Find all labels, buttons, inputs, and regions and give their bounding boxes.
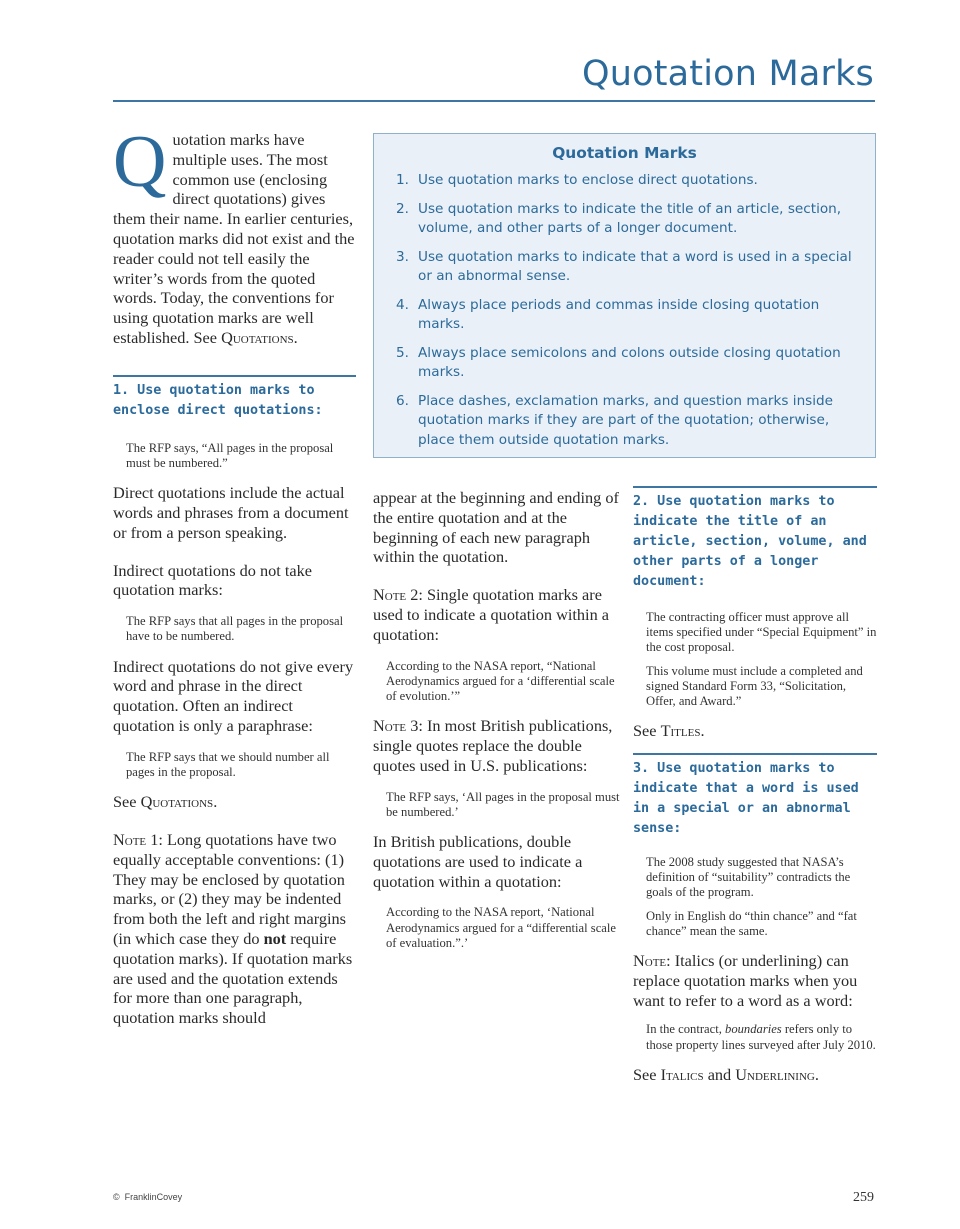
summary-item bbox=[374, 171, 875, 191]
see-ref-underlining: Underlining bbox=[735, 1064, 815, 1084]
see-label: See bbox=[633, 1064, 661, 1084]
see-ref-italics: Italics bbox=[660, 1064, 704, 1084]
note-2 bbox=[373, 585, 620, 644]
page-number: 259 bbox=[853, 1190, 874, 1205]
note-2-example: According to the NASA report, “National Aerodynamics argued for a ‘differential scale of evolution.’” bbox=[386, 658, 615, 703]
summary-item-text: Use quotation marks to enclose direct quotations. bbox=[418, 172, 758, 188]
example-3-italic: boundaries bbox=[725, 1022, 782, 1037]
see-and: and bbox=[703, 1064, 736, 1084]
section-2-heading: 2. Use quotation marks to indicate the title of an article, section, volume, and other parts of a longer document: bbox=[633, 494, 867, 589]
section-2-example-2: This volume must include a completed and signed Standard Form 33, “Solicitation, Offer, and Award.” bbox=[646, 663, 863, 709]
summary-item-text: Always place periods and commas inside closing quotation marks. bbox=[418, 296, 820, 332]
summary-item-text: Use quotation marks to indicate that a word is used in a special or an abnormal sense. bbox=[418, 248, 852, 284]
see-end: . bbox=[700, 721, 705, 741]
summary-box bbox=[373, 133, 876, 458]
see-end: . bbox=[213, 792, 218, 812]
summary-title: Quotation Marks bbox=[552, 144, 697, 162]
page-title: Quotation Marks bbox=[581, 54, 874, 94]
section-3-heading: 3. Use quotation marks to indicate that a word is used in a special or an abnormal sense: bbox=[633, 761, 859, 837]
summary-item-number: 5. bbox=[396, 344, 409, 361]
british-example: According to the NASA report, ‘National Aerodynamics argued for a “differential scale of evaluation.”.’ bbox=[386, 905, 616, 950]
intro-see-ref: Quotations bbox=[221, 327, 294, 347]
section-3-note-text: : Italics (or underlining) can replace quotation marks when you want to refer to a word as a word: bbox=[633, 951, 858, 1010]
section-1-see-also bbox=[113, 792, 356, 812]
section-1-example-3: The RFP says that we should number all pages in the proposal. bbox=[126, 749, 330, 779]
section-3-example-3 bbox=[646, 1022, 877, 1052]
see-ref-titles: Titles bbox=[660, 721, 701, 741]
section-3-example-1: The 2008 study suggested that NASA’s definition of “suitability” contradicts the goals of the program. bbox=[646, 855, 851, 900]
section-1-para-2: Indirect quotations do not take quotation marks: bbox=[113, 560, 312, 600]
section-3-see-also bbox=[633, 1065, 877, 1085]
section-2-example-1: The contracting officer must approve all items specified under “Special Equipment” in the cost proposal. bbox=[646, 610, 877, 655]
column-3 bbox=[633, 486, 877, 1103]
section-3-note-label: Note bbox=[633, 951, 667, 971]
section-1-para-1: Direct quotations include the actual words and phrases from a document or from a person speaking. bbox=[113, 483, 349, 542]
title-rule bbox=[113, 100, 875, 102]
section-1-example-2: The RFP says that all pages in the proposal have to be numbered. bbox=[126, 614, 344, 644]
section-1-example-1: The RFP says, “All pages in the proposal must be numbered.” bbox=[126, 440, 334, 470]
drop-cap: Q bbox=[113, 121, 167, 203]
note-1 bbox=[113, 830, 356, 1028]
column-2 bbox=[373, 488, 620, 963]
summary-item bbox=[374, 392, 875, 451]
summary-item-text: Use quotation marks to indicate the title of an article, section, volume, and other parts of a longer document. bbox=[418, 200, 842, 236]
summary-item-number: 2. bbox=[396, 200, 409, 217]
section-1-para-3: Indirect quotations do not give every word and phrase in the direct quotation. Often an indirect quotation is only a paraphrase: bbox=[113, 656, 354, 735]
section-3-rule bbox=[633, 753, 877, 755]
intro-text: uotation marks have multiple uses. The most common use (enclosing direct quotations) gives them their name. In earlier centuries, quotation marks did not exist and the reader could not tell easily the writer’s words from the quoted words. Today, the conventions for using quotation marks are well established. See bbox=[113, 130, 355, 347]
see-ref-quotations: Quotations bbox=[140, 792, 214, 812]
british-paragraph: In British publications, double quotations are used to indicate a quotation within a quotation: bbox=[373, 831, 583, 891]
summary-item-number: 4. bbox=[396, 296, 409, 313]
section-3-example-2: Only in English do “thin chance” and “fat chance” mean the same. bbox=[646, 908, 857, 938]
summary-item-number: 1. bbox=[396, 172, 409, 188]
example-3-text-a: In the contract, bbox=[646, 1022, 726, 1037]
note-3-label: Note bbox=[373, 716, 407, 736]
footer-copyright bbox=[113, 1192, 182, 1202]
note-2-label: Note bbox=[373, 585, 407, 605]
see-end: . bbox=[814, 1064, 819, 1084]
copyright-symbol: © bbox=[113, 1192, 120, 1202]
summary-item bbox=[374, 296, 875, 335]
summary-item bbox=[374, 200, 875, 239]
see-label: See bbox=[113, 792, 141, 812]
note-1-bold: not bbox=[263, 928, 287, 948]
note-1-text-a: 1: Long quotations have two equally acceptable conventions: (1) They may be enclosed by quotation marks, or (2) they may be indented from both the left and right margins (in which case they do bbox=[113, 829, 347, 948]
note-3 bbox=[373, 716, 620, 775]
note-3-example: The RFP says, ‘All pages in the proposal must be numbered.’ bbox=[386, 789, 620, 819]
example-3-text-b: refers only to those property lines surveyed after July 2010. bbox=[646, 1022, 876, 1052]
footer-brand: FranklinCovey bbox=[124, 1192, 183, 1202]
see-label: See bbox=[633, 721, 661, 741]
summary-item-text: Place dashes, exclamation marks, and question marks inside quotation marks if they are part of the quotation; otherwise, place them outside quotation marks. bbox=[418, 392, 834, 448]
summary-item-number: 3. bbox=[396, 248, 409, 265]
note-1-continued: appear at the beginning and ending of the entire quotation and at the beginning of each new paragraph within the quotation. bbox=[373, 488, 619, 567]
column-1 bbox=[113, 121, 356, 1046]
intro-paragraph bbox=[113, 121, 356, 348]
summary-item-number: 6. bbox=[396, 392, 409, 409]
note-3-text: 3: In most British publications, single quotes replace the double quotes used in U.S. publications: bbox=[373, 716, 613, 775]
note-2-text: 2: Single quotation marks are used to indicate a quotation within a quotation: bbox=[373, 585, 610, 644]
section-1-rule bbox=[113, 375, 356, 377]
note-1-text-b: require quotation marks). If quotation marks are used and the quotation extends for more than one paragraph, quotation marks should bbox=[113, 928, 353, 1028]
summary-item-text: Always place semicolons and colons outside closing quotation marks. bbox=[418, 344, 841, 380]
summary-item bbox=[374, 344, 875, 383]
intro-end: . bbox=[293, 327, 298, 347]
note-1-label: Note bbox=[113, 829, 147, 849]
section-2-rule bbox=[633, 486, 877, 488]
section-1-heading: 1. Use quotation marks to enclose direct quotations: bbox=[113, 382, 323, 418]
summary-item bbox=[374, 248, 875, 287]
section-3-note bbox=[633, 951, 877, 1010]
summary-list bbox=[374, 171, 875, 450]
section-2-see-also bbox=[633, 721, 877, 741]
